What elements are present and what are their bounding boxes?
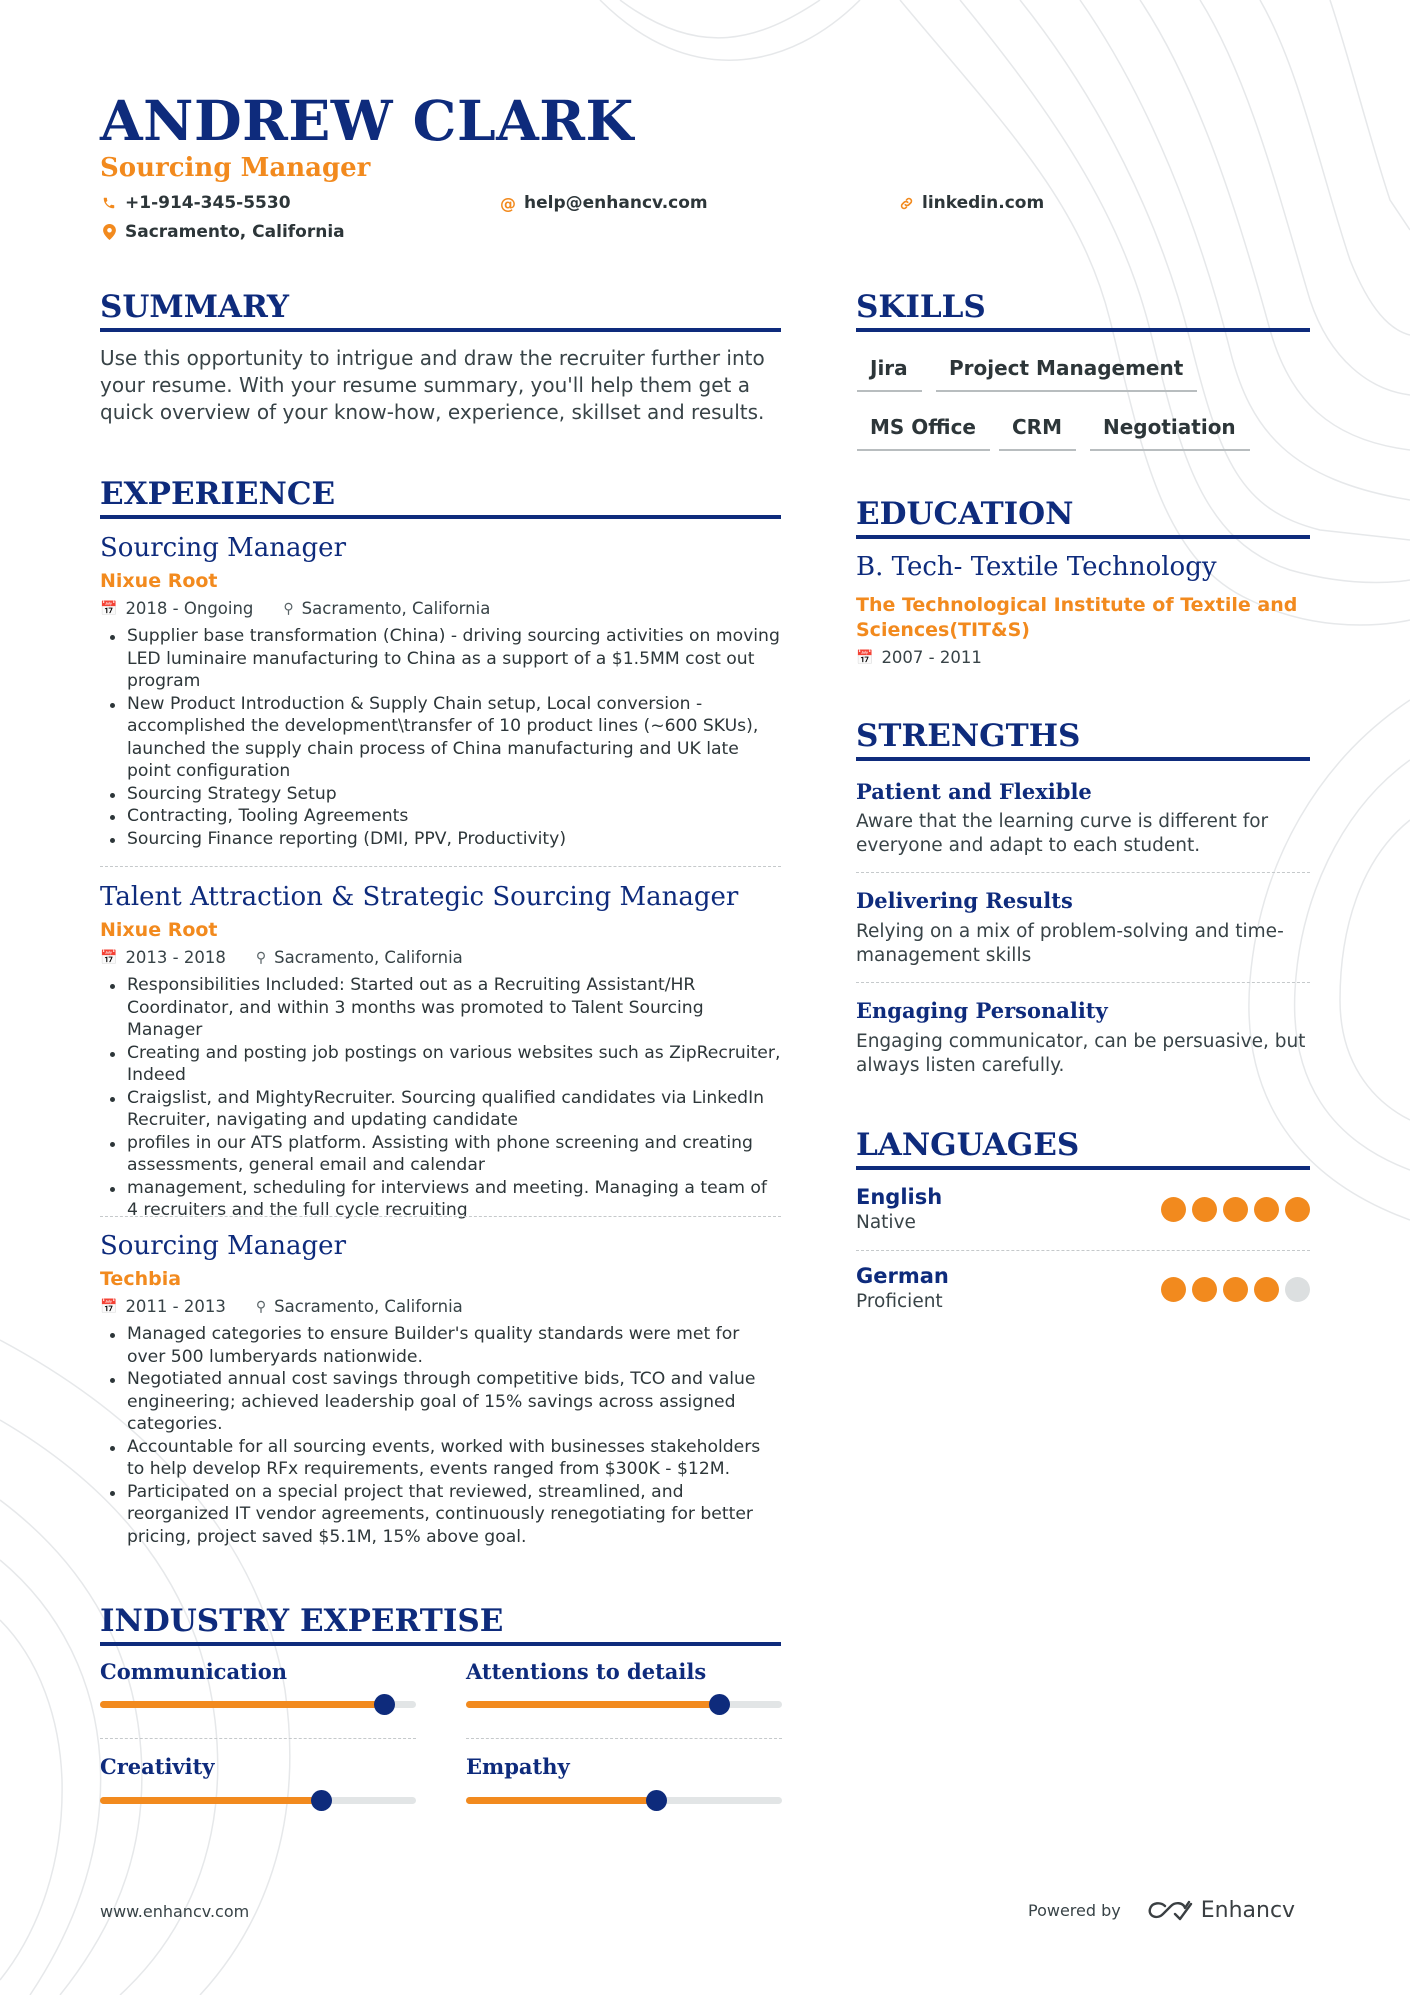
- job-bullet: Creating and posting job postings on various websites such as ZipRecruiter, Indeed: [100, 1042, 781, 1087]
- rating-dot: [1223, 1197, 1248, 1222]
- strength-description: Aware that the learning curve is different for everyone and adapt to each student.: [856, 811, 1269, 856]
- location-pin-icon: ⚲: [283, 601, 294, 617]
- job-meta: [100, 947, 781, 969]
- language-rating: [1161, 1277, 1310, 1302]
- job-entry: [100, 531, 781, 850]
- rating-dot: [1254, 1277, 1279, 1302]
- language-rating: [1161, 1197, 1310, 1222]
- expertise-bar: [100, 1797, 416, 1804]
- expertise-bar: [466, 1701, 782, 1708]
- calendar-icon: 📅: [856, 649, 874, 666]
- job-entry: [100, 880, 781, 1222]
- contact-linkedin[interactable]: [898, 193, 1044, 213]
- skills-heading: SKILLS: [856, 290, 1310, 332]
- calendar-icon: 📅: [100, 950, 118, 966]
- expertise-bar: [100, 1701, 416, 1708]
- job-bullet: Sourcing Finance reporting (DMI, PPV, Productivity): [100, 828, 781, 851]
- job-bullet: management, scheduling for interviews and meeting. Managing a team of 4 recruiters and the full cycle recruiting: [100, 1177, 781, 1222]
- education-heading: EDUCATION: [856, 497, 1310, 539]
- job-title: Sourcing Manager: [100, 533, 346, 563]
- language-name: English: [856, 1185, 943, 1209]
- job-bullet: Negotiated annual cost savings through competitive bids, TCO and value engineering; achieved leadership goal of 15% savings across assigned categories.: [100, 1368, 781, 1436]
- job-meta: [100, 1296, 781, 1318]
- expertise-bar-fill: [466, 1701, 719, 1708]
- skill-tag: Project Management: [936, 356, 1197, 392]
- expertise-bar-fill: [100, 1797, 321, 1804]
- job-bullets: [100, 1323, 781, 1548]
- expertise-bar-fill: [466, 1797, 656, 1804]
- job-bullet: Craigslist, and MightyRecruiter. Sourcing qualified candidates via LinkedIn Recruiter, navigating and updating candidate: [100, 1087, 781, 1132]
- job-location: Sacramento, California: [301, 599, 491, 618]
- job-meta: [100, 598, 781, 620]
- education-degree: B. Tech- Textile Technology: [856, 552, 1217, 582]
- expertise-bar-knob: [646, 1790, 667, 1811]
- contact-phone[interactable]: [101, 193, 291, 213]
- divider: [856, 982, 1310, 983]
- link-icon: [898, 196, 914, 211]
- job-bullet: New Product Introduction & Supply Chain setup, Local conversion - accomplished the development\transfer of 10 product lines (~600 SKUs), launched the supply chain process of China manufacturing and UK late point configuration: [100, 693, 781, 783]
- expertise-bar-fill: [100, 1701, 384, 1708]
- strength-title: Engaging Personality: [856, 998, 1108, 1023]
- rating-dot: [1192, 1277, 1217, 1302]
- job-title: Sourcing Manager: [100, 1231, 346, 1261]
- divider: [100, 1216, 781, 1217]
- skill-tag: Jira: [857, 356, 922, 392]
- brand-logo[interactable]: [1147, 1898, 1295, 1923]
- summary-text: Use this opportunity to intrigue and draw the recruiter further into your resume. With your resume summary, you'll help them get a quick overview of your know-how, experience, skillset and results.: [100, 346, 765, 424]
- divider: [856, 1250, 1310, 1251]
- expertise-label: Empathy: [466, 1754, 570, 1779]
- job-bullet: Sourcing Strategy Setup: [100, 783, 781, 806]
- phone-text: +1-914-345-5530: [125, 193, 291, 213]
- location-text: Sacramento, California: [125, 222, 345, 242]
- job-location: Sacramento, California: [274, 948, 463, 967]
- divider: [100, 866, 781, 867]
- education-school: The Technological Institute of Textile and Sciences(TIT&S): [856, 594, 1298, 641]
- phone-icon: [101, 196, 117, 210]
- rating-dot: [1192, 1197, 1217, 1222]
- rating-dot: [1223, 1277, 1248, 1302]
- expertise-label: Creativity: [100, 1754, 215, 1779]
- job-company: Nixue Root: [100, 919, 218, 941]
- rating-dot: [1285, 1277, 1310, 1302]
- skill-tag: MS Office: [857, 415, 990, 451]
- job-bullets: [100, 974, 781, 1222]
- job-entry: [100, 1229, 781, 1548]
- job-bullet: Contracting, Tooling Agreements: [100, 805, 781, 828]
- strengths-heading: STRENGTHS: [856, 719, 1310, 761]
- education-dates: 2007 - 2011: [881, 648, 982, 667]
- industry-expertise-heading: INDUSTRY EXPERTISE: [100, 1604, 781, 1646]
- calendar-icon: 📅: [100, 1299, 118, 1315]
- job-dates: 2011 - 2013: [125, 1297, 226, 1316]
- language-level: Proficient: [856, 1291, 943, 1312]
- email-text: help@enhancv.com: [524, 193, 708, 213]
- linkedin-text: linkedin.com: [922, 193, 1045, 213]
- job-title: Talent Attraction & Strategic Sourcing Manager: [100, 882, 739, 912]
- job-dates: 2018 - Ongoing: [125, 599, 254, 618]
- job-bullet: Accountable for all sourcing events, worked with businesses stakeholders to help develop RFx requirements, events ranged from $300K - $12M.: [100, 1436, 781, 1481]
- divider: [466, 1738, 782, 1739]
- powered-by-text: Powered by: [1028, 1901, 1121, 1920]
- language-level: Native: [856, 1212, 916, 1233]
- job-bullet: Participated on a special project that reviewed, streamlined, and reorganized IT vendor agreements, continuously renegotiating for better pricing, project saved $5.1M, 15% above goal.: [100, 1481, 781, 1549]
- expertise-bar-knob: [311, 1790, 332, 1811]
- job-bullet: Responsibilities Included: Started out as a Recruiting Assistant/HR Coordinator, and within 3 months was promoted to Talent Sourcing Manager: [100, 974, 781, 1042]
- rating-dot: [1285, 1197, 1310, 1222]
- expertise-bar: [466, 1797, 782, 1804]
- expertise-bar-knob: [374, 1694, 395, 1715]
- brand-name: Enhancv: [1200, 1898, 1296, 1923]
- job-dates: 2013 - 2018: [125, 948, 226, 967]
- strength-title: Patient and Flexible: [856, 779, 1092, 804]
- summary-heading: SUMMARY: [100, 290, 781, 332]
- language-name: German: [856, 1264, 949, 1288]
- footer-website[interactable]: www.enhancv.com: [100, 1902, 250, 1921]
- candidate-name: ANDREW CLARK: [100, 88, 634, 153]
- job-bullet: Managed categories to ensure Builder's quality standards were met for over 500 lumberyards nationwide.: [100, 1323, 781, 1368]
- expertise-label: Attentions to details: [466, 1659, 707, 1684]
- contact-email[interactable]: [500, 193, 708, 213]
- job-bullet: profiles in our ATS platform. Assisting with phone screening and creating assessments, general email and calendar: [100, 1132, 781, 1177]
- divider: [856, 872, 1310, 873]
- enhancv-logo-icon: [1147, 1900, 1193, 1922]
- job-company: Nixue Root: [100, 570, 218, 592]
- footer-branding: [1028, 1898, 1295, 1923]
- location-pin-icon: ⚲: [255, 1299, 267, 1315]
- skill-tag: Negotiation: [1090, 415, 1250, 451]
- experience-heading: EXPERIENCE: [100, 477, 781, 519]
- job-bullets: [100, 625, 781, 850]
- languages-heading: LANGUAGES: [856, 1128, 1310, 1170]
- location-pin-icon: ⚲: [255, 950, 267, 966]
- candidate-title: Sourcing Manager: [100, 153, 371, 183]
- job-bullet: Supplier base transformation (China) - driving sourcing activities on moving LED luminaire manufacturing to China as a support of a $1.5MM cost out program: [100, 625, 781, 693]
- strength-description: Engaging communicator, can be persuasive, but always listen carefully.: [856, 1031, 1306, 1076]
- rating-dot: [1254, 1197, 1279, 1222]
- expertise-label: Communication: [100, 1659, 288, 1684]
- at-icon: @: [500, 193, 516, 213]
- divider: [100, 1738, 416, 1739]
- location-pin-icon: [101, 224, 117, 240]
- strength-description: Relying on a mix of problem-solving and time-management skills: [856, 921, 1284, 966]
- strength-title: Delivering Results: [856, 888, 1073, 913]
- calendar-icon: 📅: [100, 601, 118, 617]
- rating-dot: [1161, 1197, 1186, 1222]
- contact-location: [101, 222, 345, 242]
- expertise-bar-knob: [709, 1694, 730, 1715]
- education-meta: [856, 648, 982, 667]
- rating-dot: [1161, 1277, 1186, 1302]
- job-company: Techbia: [100, 1268, 182, 1290]
- skill-tag: CRM: [999, 415, 1076, 451]
- job-location: Sacramento, California: [274, 1297, 463, 1316]
